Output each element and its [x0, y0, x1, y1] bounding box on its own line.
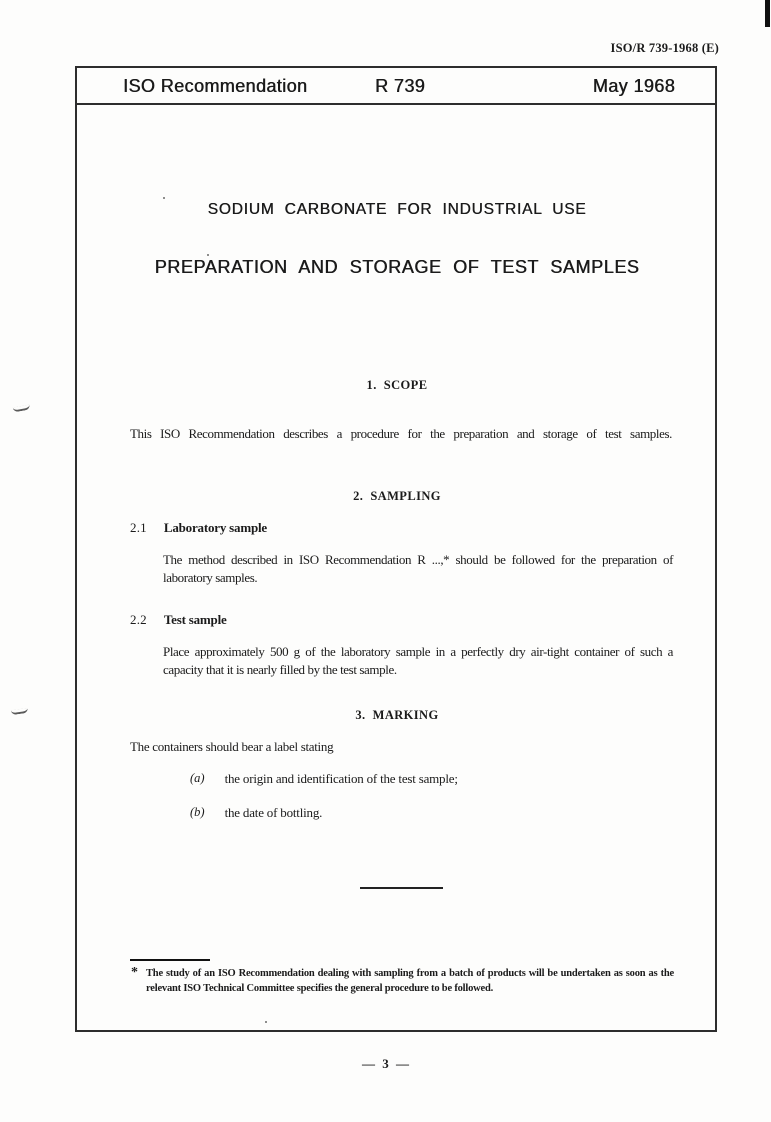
- document-title: SODIUM CARBONATE FOR INDUSTRIAL USE: [207, 201, 587, 218]
- subsection-title: Test sample: [163, 612, 227, 627]
- footnote-text: The study of an ISO Recommendation dealing with sampling from a batch of products will be undertaken as soon as the relevant ISO Technical Committee specifies the general procedure to be followed.: [146, 968, 674, 994]
- page-number: — 3 —: [362, 1056, 409, 1071]
- subsection-2-1-paragraph: The method described in ISO Recommendation R ...,* should be followed for the preparation of laboratory samples.: [163, 552, 673, 585]
- scope-paragraph: This ISO Recommendation describes a procedure for the preparation and storage of test samples.: [130, 426, 672, 441]
- list-item-label: (b): [190, 805, 205, 819]
- marking-intro: The containers should bear a label stating: [130, 739, 334, 754]
- footnote-rule: [130, 959, 210, 961]
- document-subtitle: PREPARATION AND STORAGE OF TEST SAMPLES: [154, 257, 640, 277]
- scan-mark: [11, 708, 29, 715]
- section-separator-rule: [360, 887, 443, 889]
- list-item: [190, 771, 458, 787]
- header-org-title: ISO Recommendation: [123, 76, 308, 96]
- subsection-2-2-paragraph: Place approximately 500 g of the laboratory sample in a perfectly dry air-tight container of such a capacity that it is nearly filled by the test sample.: [163, 644, 673, 677]
- header-recommendation-number: R 739: [375, 76, 426, 96]
- section-heading-marking: 3. MARKING: [355, 708, 439, 722]
- subsection-2-1: [130, 520, 267, 536]
- list-item-text: the origin and identification of the test sample;: [224, 771, 458, 786]
- header-box: [75, 66, 717, 105]
- list-item-text: the date of bottling.: [224, 805, 323, 820]
- subsection-number: 2.1: [130, 520, 147, 535]
- list-item: [190, 805, 322, 821]
- list-item-label: (a): [190, 771, 205, 785]
- footnote-marker: *: [131, 965, 138, 980]
- section-heading-scope: 1. SCOPE: [366, 378, 428, 392]
- doc-reference: ISO/R 739-1968 (E): [610, 41, 719, 55]
- subsection-title: Laboratory sample: [163, 520, 267, 535]
- subsection-number: 2.2: [130, 612, 147, 627]
- scan-mark: [13, 405, 31, 413]
- section-heading-sampling: 2. SAMPLING: [353, 489, 441, 503]
- subsection-2-2: [130, 612, 227, 628]
- header-date: May 1968: [592, 76, 675, 96]
- footnote: [131, 967, 674, 996]
- scan-corner-bar: [765, 0, 770, 27]
